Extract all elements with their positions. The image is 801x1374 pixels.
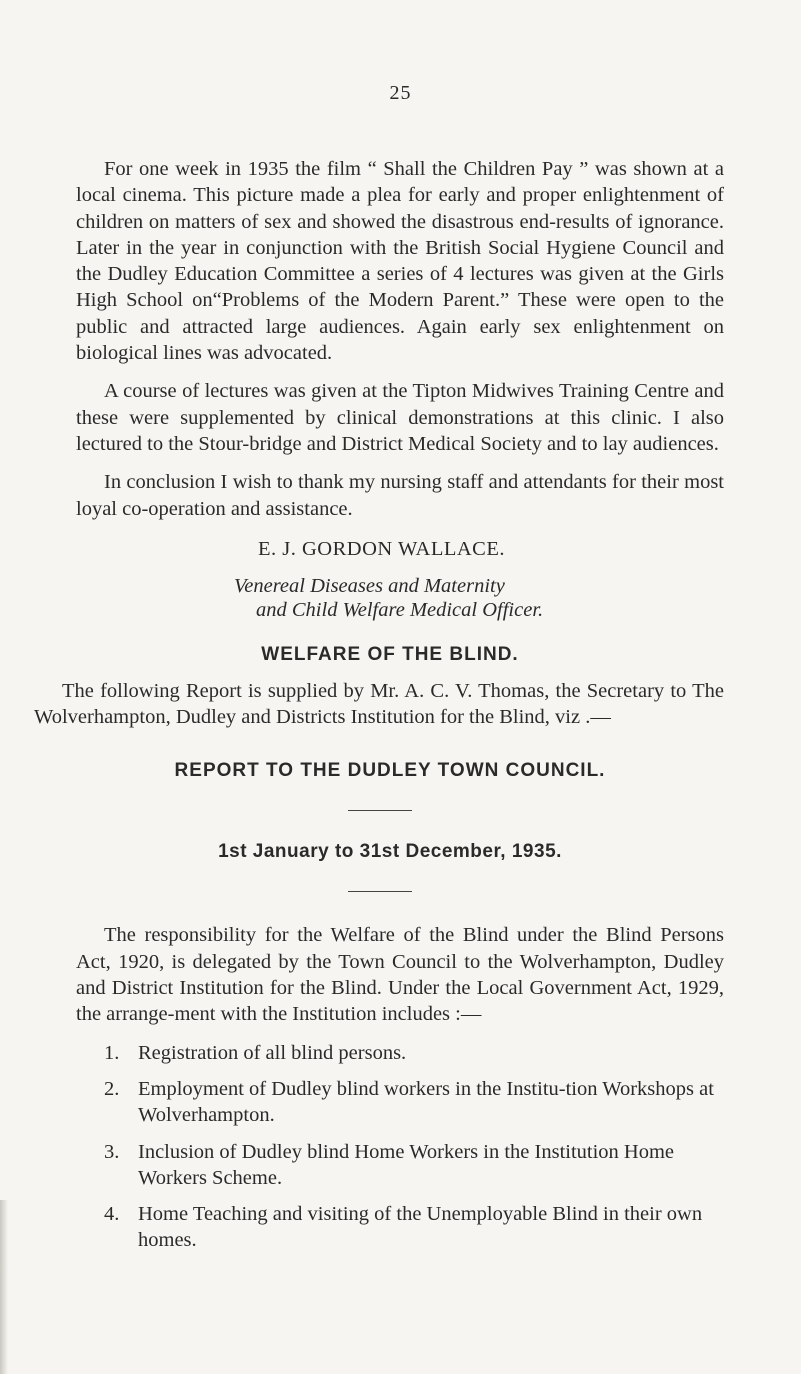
divider-rule [348,891,412,892]
list-item-number: 1. [104,1041,120,1064]
paragraph-tipton-course: A course of lectures was given at the Tipton Midwives Training Centre and these were supplemented by clinical demonstrations at this clinic. I also lectured to the Stour-bridge and District Medical Society and to lay audiences. [76,380,724,455]
list-item-text: Home Teaching and visiting of the Unemployable Blind in their own homes. [138,1203,703,1252]
divider-rule [348,810,412,811]
paragraph-report-intro: The following Report is supplied by Mr. A. C. V. Thomas, the Secretary to The Wolverhampton, Dudley and Districts Institution for the Blind, viz .— [34,679,724,729]
list-item [76,1201,724,1254]
page-content [34,156,724,1264]
page-number: 25 [389,82,412,104]
list-item [76,1040,724,1066]
list-item-text: Registration of all blind persons. [138,1041,407,1064]
list-item-text: Employment of Dudley blind workers in the Institu-tion Workshops at Wolverhampton. [138,1077,714,1127]
list-item [76,1076,724,1129]
section-heading-welfare-blind: WELFARE OF THE BLIND. [261,643,519,665]
signature-name: E. J. GORDON WALLACE. [258,537,506,560]
list-item-number: 3. [104,1140,120,1163]
paragraph-conclusion: In conclusion I wish to thank my nursing staff and attendants for their most loyal co-operation and assistance. [76,471,724,520]
scan-edge-shadow [0,1200,8,1374]
arrangement-list [76,1040,724,1254]
signature-title-line-2: and Child Welfare Medical Officer. [256,598,544,621]
report-period: 1st January to 31st December, 1935. [218,841,562,863]
report-heading: REPORT TO THE DUDLEY TOWN COUNCIL. [174,760,606,782]
list-item-number: 4. [104,1203,120,1226]
signature-title-line-1: Venereal Diseases and Maternity [234,574,505,597]
paragraph-film-lectures: For one week in 1935 the film “ Shall the Children Pay ” was shown at a local cinema. This picture made a plea for early and proper enlightenment of children on matters of sex and showed the disastrous end-results of ignorance. Later in the year in conjunction with the British Social Hygiene Council and the Dudley Education Committee a series of 4 lectures was given at the Girls High School on“Problems of the Modern Parent.” These were open to the public and attracted large audiences. Again early sex enlightenment on biological lines was advocated. [76,158,724,365]
list-item [76,1139,724,1192]
list-item-number: 2. [104,1077,120,1100]
list-item-text: Inclusion of Dudley blind Home Workers in the Institution Home Workers Scheme. [138,1140,675,1189]
paragraph-responsibility: The responsibility for the Welfare of the Blind under the Blind Persons Act, 1920, is delegated by the Town Council to the Wolverhampton, Dudley and District Institution for the Blind. Under the Local Government Act, 1929, the arrange-ment with the Institution includes :— [76,924,724,1026]
